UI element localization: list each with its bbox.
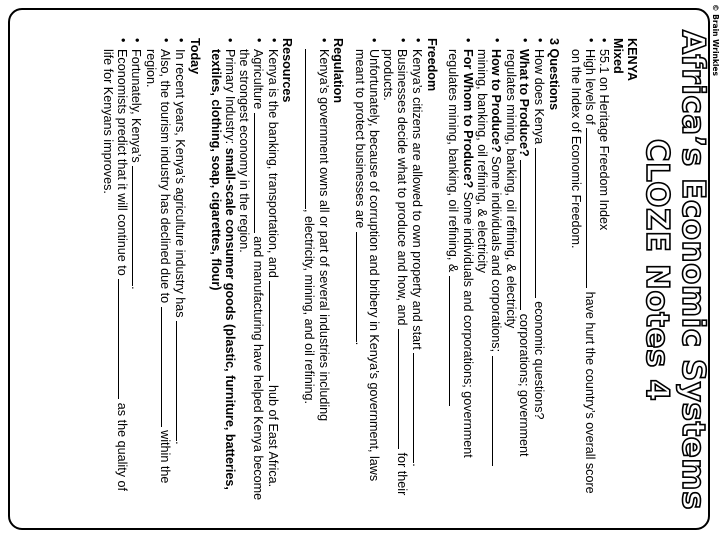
regulation-heading: Regulation: [330, 38, 345, 104]
q1-pre: How does Kenya: [532, 49, 547, 145]
regulation-item-1: [301, 38, 330, 508]
freedom-item-3: • Unfortunately, because of corruption and bribery in Kenya’s government, laws meant to protect businesses are .: [352, 38, 381, 508]
today-item-4: [100, 38, 129, 508]
freedom-b2-mid: for their products.: [381, 49, 410, 496]
q3-text: Some individuals and corporations;: [488, 156, 503, 353]
today-section: [100, 38, 201, 508]
kenya-rank-item: [597, 38, 611, 508]
resources-section: [209, 38, 294, 508]
resources-b3-pre: Primary Industry:: [223, 49, 238, 145]
resources-b2-pre: Agriculture: [250, 49, 265, 110]
freedom-item-2: [380, 38, 409, 508]
q1-post: economic questions?: [532, 301, 547, 420]
freedom-heading: Freedom: [424, 38, 439, 92]
blank-line[interactable]: [398, 329, 409, 449]
kenya-section: [568, 38, 638, 508]
today-b2-pre: Also, the tourism industry has declined due to: [158, 49, 173, 304]
blank-line[interactable]: [269, 281, 280, 381]
slide-subtitle: CLOZE Notes 4: [639, 138, 675, 402]
question-4-item: [446, 38, 475, 508]
q3-label: How to Produce?: [488, 49, 503, 153]
freedom-b3-pre: Unfortunately, because of corruption and bribery in Kenya’s government, laws meant to protect businesses are: [352, 49, 382, 482]
today-b2-post: within the region.: [144, 49, 173, 484]
notes-content: [100, 38, 638, 508]
resources-b2-post: and manufacturing have helped Kenya become the strongest economy in the region.: [237, 49, 265, 501]
resources-item-1: [265, 38, 280, 508]
kenya-high-pre: High levels of: [582, 49, 597, 125]
kenya-subheading: Mixed: [611, 38, 626, 74]
blank-line[interactable]: [118, 279, 129, 399]
today-b1-pre: In recent years, Kenya’s agriculture industry has: [172, 49, 187, 318]
today-b3-pre: Fortunately, Kenya’s: [129, 49, 144, 163]
q4-text: Some individuals and corporations; government regulates mining, banking, oil refining, &: [446, 49, 476, 458]
question-2-item: [503, 38, 532, 508]
blank-line[interactable]: [535, 148, 546, 298]
resources-item-3: [209, 38, 237, 508]
kenya-heading: KENYA: [625, 38, 639, 81]
question-3-item: [474, 38, 503, 508]
blank-line[interactable]: [492, 356, 503, 466]
regulation-b1-pre: Kenya’s government owns all or part of several industries including: [317, 49, 332, 422]
blank-line[interactable]: [133, 166, 144, 286]
kenya-high-post: have hurt the country’s overall score on the Index of Economic Freedom.: [568, 49, 597, 494]
regulation-b1-post: , electricity, mining, and oil refining.: [302, 209, 317, 405]
copyright-text: © Brain Wrinkles: [711, 4, 720, 76]
freedom-section: [352, 38, 438, 508]
resources-heading: Resources: [280, 38, 295, 103]
blank-line[interactable]: [413, 353, 424, 463]
freedom-b2-pre: Businesses decide what to produce and how, and: [395, 49, 410, 326]
blank-line[interactable]: [161, 307, 172, 427]
regulation-section: [301, 38, 343, 508]
resources-b1-post: hub of East Africa.: [265, 384, 280, 488]
questions-section: [446, 38, 560, 508]
resources-b1-pre: Kenya is the banking, transportation, and: [265, 49, 280, 278]
questions-heading: 3 Questions: [547, 38, 562, 111]
question-1-item: [531, 38, 546, 508]
blank-line[interactable]: [449, 276, 460, 406]
blank-line[interactable]: [586, 128, 597, 288]
resources-item-2: [236, 38, 265, 508]
blank-line[interactable]: [176, 321, 187, 441]
slide-title: Africa’s Economic Systems: [675, 29, 711, 511]
today-item-2: [144, 38, 173, 508]
q2-post: corporations; government regulates mining, banking, oil refining, & electricity: [503, 49, 532, 457]
q4-label: For Whom to Produce?: [461, 49, 476, 189]
today-heading: Today: [187, 38, 202, 75]
blank-line[interactable]: [254, 113, 265, 233]
freedom-b1-pre: Kenya’s citizens are allowed to own property and start: [409, 49, 424, 350]
freedom-item-1: • Kenya’s citizens are allowed to own property and start .: [409, 38, 424, 508]
today-b4-post: as the quality of life for Kenyans improves.: [100, 49, 129, 492]
today-item-3: • Fortunately, Kenya’s .: [129, 38, 144, 508]
q3-post: mining, banking, oil refining, & electricity: [475, 49, 490, 273]
resources-b3-bold: small-scale consumer goods (plastic, furniture, batteries, textiles, clothing, soap, cigarettes, flour): [209, 49, 238, 490]
kenya-high-item: [568, 38, 597, 508]
today-b4-pre: Economists predict that it will continue to: [114, 49, 129, 276]
blank-line[interactable]: [305, 49, 316, 209]
kenya-rank-text: 55.1 on Heritage Freedom Index: [597, 49, 612, 231]
q2-label: What to Produce?: [517, 49, 532, 157]
blank-line[interactable]: [520, 160, 531, 310]
blank-line[interactable]: [356, 232, 367, 342]
today-item-1: • In recent years, Kenya’s agriculture industry has .: [172, 38, 187, 508]
